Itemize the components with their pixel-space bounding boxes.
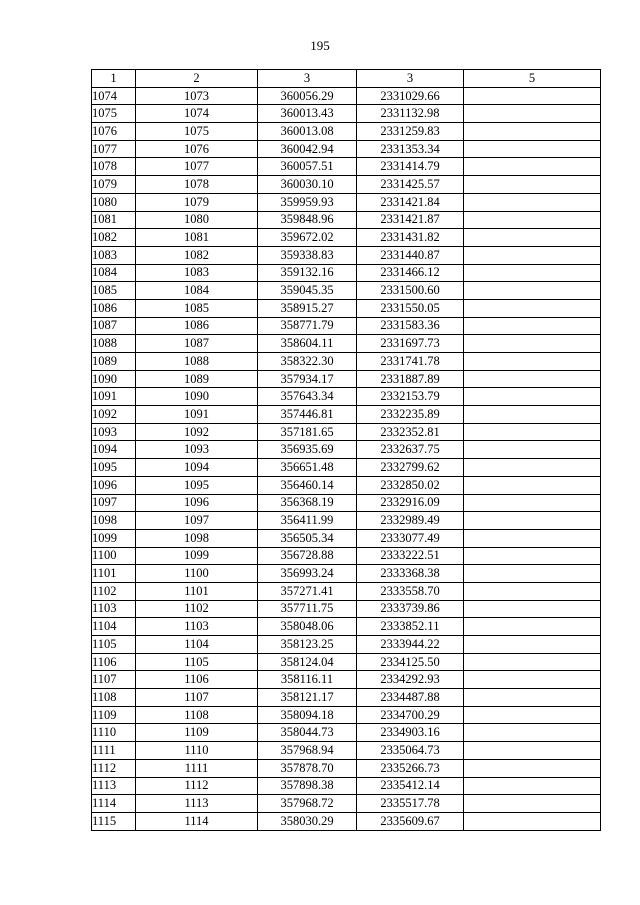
table-row bbox=[92, 636, 601, 654]
table-row bbox=[92, 264, 601, 282]
x-coordinate-cell: 358124.04 bbox=[258, 653, 357, 671]
previous-point-cell: 1114 bbox=[136, 812, 258, 830]
note-cell bbox=[464, 459, 601, 477]
point-number-cell: 1114 bbox=[92, 795, 136, 813]
table-row bbox=[92, 512, 601, 530]
note-cell bbox=[464, 476, 601, 494]
table-row bbox=[92, 671, 601, 689]
previous-point-cell: 1104 bbox=[136, 636, 258, 654]
y-coordinate-cell: 2331741.78 bbox=[357, 353, 464, 371]
point-number-cell: 1077 bbox=[92, 140, 136, 158]
note-cell bbox=[464, 795, 601, 813]
previous-point-cell: 1097 bbox=[136, 512, 258, 530]
note-cell bbox=[464, 653, 601, 671]
y-coordinate-cell: 2335412.14 bbox=[357, 777, 464, 795]
point-number-cell: 1098 bbox=[92, 512, 136, 530]
previous-point-cell: 1107 bbox=[136, 689, 258, 707]
y-coordinate-cell: 2332799.62 bbox=[357, 459, 464, 477]
point-number-cell: 1087 bbox=[92, 317, 136, 335]
note-cell bbox=[464, 229, 601, 247]
table-row bbox=[92, 476, 601, 494]
previous-point-cell: 1088 bbox=[136, 353, 258, 371]
table-row bbox=[92, 388, 601, 406]
y-coordinate-cell: 2331887.89 bbox=[357, 370, 464, 388]
y-coordinate-cell: 2333852.11 bbox=[357, 618, 464, 636]
note-cell bbox=[464, 282, 601, 300]
x-coordinate-cell: 358048.06 bbox=[258, 618, 357, 636]
y-coordinate-cell: 2334487.88 bbox=[357, 689, 464, 707]
y-coordinate-cell: 2333944.22 bbox=[357, 636, 464, 654]
note-cell bbox=[464, 246, 601, 264]
previous-point-cell: 1074 bbox=[136, 105, 258, 123]
table-row bbox=[92, 441, 601, 459]
previous-point-cell: 1092 bbox=[136, 423, 258, 441]
point-number-cell: 1074 bbox=[92, 87, 136, 105]
x-coordinate-cell: 358116.11 bbox=[258, 671, 357, 689]
note-cell bbox=[464, 777, 601, 795]
x-coordinate-cell: 357643.34 bbox=[258, 388, 357, 406]
table-row bbox=[92, 158, 601, 176]
point-number-cell: 1103 bbox=[92, 600, 136, 618]
y-coordinate-cell: 2331421.87 bbox=[357, 211, 464, 229]
table-row bbox=[92, 812, 601, 830]
point-number-cell: 1107 bbox=[92, 671, 136, 689]
note-cell bbox=[464, 105, 601, 123]
x-coordinate-cell: 359338.83 bbox=[258, 246, 357, 264]
note-cell bbox=[464, 636, 601, 654]
point-number-cell: 1104 bbox=[92, 618, 136, 636]
point-number-cell: 1105 bbox=[92, 636, 136, 654]
previous-point-cell: 1082 bbox=[136, 246, 258, 264]
point-number-cell: 1100 bbox=[92, 547, 136, 565]
note-cell bbox=[464, 317, 601, 335]
table-row bbox=[92, 140, 601, 158]
x-coordinate-cell: 358030.29 bbox=[258, 812, 357, 830]
table-row bbox=[92, 353, 601, 371]
point-number-cell: 1092 bbox=[92, 406, 136, 424]
table-row bbox=[92, 87, 601, 105]
header-col-5: 5 bbox=[464, 70, 601, 88]
x-coordinate-cell: 359045.35 bbox=[258, 282, 357, 300]
previous-point-cell: 1100 bbox=[136, 565, 258, 583]
x-coordinate-cell: 356728.88 bbox=[258, 547, 357, 565]
point-number-cell: 1093 bbox=[92, 423, 136, 441]
note-cell bbox=[464, 299, 601, 317]
note-cell bbox=[464, 547, 601, 565]
point-number-cell: 1075 bbox=[92, 105, 136, 123]
previous-point-cell: 1110 bbox=[136, 742, 258, 760]
page-number: 195 bbox=[310, 38, 330, 53]
x-coordinate-cell: 360013.08 bbox=[258, 123, 357, 141]
note-cell bbox=[464, 529, 601, 547]
note-cell bbox=[464, 706, 601, 724]
previous-point-cell: 1079 bbox=[136, 193, 258, 211]
table-row bbox=[92, 282, 601, 300]
previous-point-cell: 1087 bbox=[136, 335, 258, 353]
previous-point-cell: 1091 bbox=[136, 406, 258, 424]
point-number-cell: 1081 bbox=[92, 211, 136, 229]
x-coordinate-cell: 358915.27 bbox=[258, 299, 357, 317]
y-coordinate-cell: 2331500.60 bbox=[357, 282, 464, 300]
previous-point-cell: 1103 bbox=[136, 618, 258, 636]
y-coordinate-cell: 2335609.67 bbox=[357, 812, 464, 830]
note-cell bbox=[464, 618, 601, 636]
table-row bbox=[92, 777, 601, 795]
point-number-cell: 1115 bbox=[92, 812, 136, 830]
y-coordinate-cell: 2332916.09 bbox=[357, 494, 464, 512]
table-row bbox=[92, 582, 601, 600]
point-number-cell: 1090 bbox=[92, 370, 136, 388]
x-coordinate-cell: 356505.34 bbox=[258, 529, 357, 547]
y-coordinate-cell: 2331353.34 bbox=[357, 140, 464, 158]
point-number-cell: 1086 bbox=[92, 299, 136, 317]
y-coordinate-cell: 2335517.78 bbox=[357, 795, 464, 813]
x-coordinate-cell: 356411.99 bbox=[258, 512, 357, 530]
table-row bbox=[92, 459, 601, 477]
previous-point-cell: 1099 bbox=[136, 547, 258, 565]
point-number-cell: 1089 bbox=[92, 353, 136, 371]
note-cell bbox=[464, 335, 601, 353]
table-row bbox=[92, 547, 601, 565]
note-cell bbox=[464, 494, 601, 512]
x-coordinate-cell: 356460.14 bbox=[258, 476, 357, 494]
x-coordinate-cell: 360057.51 bbox=[258, 158, 357, 176]
previous-point-cell: 1095 bbox=[136, 476, 258, 494]
note-cell bbox=[464, 812, 601, 830]
note-cell bbox=[464, 264, 601, 282]
table-row bbox=[92, 742, 601, 760]
y-coordinate-cell: 2333222.51 bbox=[357, 547, 464, 565]
point-number-cell: 1110 bbox=[92, 724, 136, 742]
x-coordinate-cell: 358121.17 bbox=[258, 689, 357, 707]
previous-point-cell: 1098 bbox=[136, 529, 258, 547]
header-col-4: 3 bbox=[357, 70, 464, 88]
table-row bbox=[92, 317, 601, 335]
x-coordinate-cell: 358044.73 bbox=[258, 724, 357, 742]
note-cell bbox=[464, 87, 601, 105]
header-col-2: 2 bbox=[136, 70, 258, 88]
y-coordinate-cell: 2332153.79 bbox=[357, 388, 464, 406]
header-col-1: 1 bbox=[92, 70, 136, 88]
table-row bbox=[92, 193, 601, 211]
previous-point-cell: 1086 bbox=[136, 317, 258, 335]
note-cell bbox=[464, 742, 601, 760]
x-coordinate-cell: 359672.02 bbox=[258, 229, 357, 247]
point-number-cell: 1109 bbox=[92, 706, 136, 724]
table-row bbox=[92, 423, 601, 441]
x-coordinate-cell: 358123.25 bbox=[258, 636, 357, 654]
point-number-cell: 1078 bbox=[92, 158, 136, 176]
previous-point-cell: 1089 bbox=[136, 370, 258, 388]
note-cell bbox=[464, 158, 601, 176]
table-row bbox=[92, 123, 601, 141]
note-cell bbox=[464, 388, 601, 406]
point-number-cell: 1096 bbox=[92, 476, 136, 494]
note-cell bbox=[464, 123, 601, 141]
table-header bbox=[92, 70, 601, 88]
y-coordinate-cell: 2332637.75 bbox=[357, 441, 464, 459]
y-coordinate-cell: 2334700.29 bbox=[357, 706, 464, 724]
previous-point-cell: 1101 bbox=[136, 582, 258, 600]
x-coordinate-cell: 358771.79 bbox=[258, 317, 357, 335]
previous-point-cell: 1113 bbox=[136, 795, 258, 813]
previous-point-cell: 1081 bbox=[136, 229, 258, 247]
y-coordinate-cell: 2331431.82 bbox=[357, 229, 464, 247]
y-coordinate-cell: 2332989.49 bbox=[357, 512, 464, 530]
y-coordinate-cell: 2331583.36 bbox=[357, 317, 464, 335]
note-cell bbox=[464, 565, 601, 583]
y-coordinate-cell: 2333558.70 bbox=[357, 582, 464, 600]
note-cell bbox=[464, 689, 601, 707]
table-row bbox=[92, 229, 601, 247]
y-coordinate-cell: 2335064.73 bbox=[357, 742, 464, 760]
point-number-cell: 1094 bbox=[92, 441, 136, 459]
table-row bbox=[92, 246, 601, 264]
previous-point-cell: 1083 bbox=[136, 264, 258, 282]
x-coordinate-cell: 359959.93 bbox=[258, 193, 357, 211]
note-cell bbox=[464, 370, 601, 388]
note-cell bbox=[464, 441, 601, 459]
header-row bbox=[92, 70, 601, 88]
x-coordinate-cell: 360042.94 bbox=[258, 140, 357, 158]
note-cell bbox=[464, 512, 601, 530]
table-row bbox=[92, 335, 601, 353]
x-coordinate-cell: 357968.94 bbox=[258, 742, 357, 760]
y-coordinate-cell: 2333739.86 bbox=[357, 600, 464, 618]
x-coordinate-cell: 357968.72 bbox=[258, 795, 357, 813]
note-cell bbox=[464, 582, 601, 600]
note-cell bbox=[464, 353, 601, 371]
y-coordinate-cell: 2331425.57 bbox=[357, 176, 464, 194]
table-row bbox=[92, 724, 601, 742]
point-number-cell: 1088 bbox=[92, 335, 136, 353]
note-cell bbox=[464, 600, 601, 618]
y-coordinate-cell: 2332352.81 bbox=[357, 423, 464, 441]
table-row bbox=[92, 406, 601, 424]
x-coordinate-cell: 356935.69 bbox=[258, 441, 357, 459]
x-coordinate-cell: 359132.16 bbox=[258, 264, 357, 282]
header-col-3: 3 bbox=[258, 70, 357, 88]
table-body bbox=[92, 87, 601, 830]
x-coordinate-cell: 358604.11 bbox=[258, 335, 357, 353]
x-coordinate-cell: 357446.81 bbox=[258, 406, 357, 424]
point-number-cell: 1099 bbox=[92, 529, 136, 547]
table-row bbox=[92, 600, 601, 618]
previous-point-cell: 1075 bbox=[136, 123, 258, 141]
note-cell bbox=[464, 211, 601, 229]
y-coordinate-cell: 2334903.16 bbox=[357, 724, 464, 742]
table-row bbox=[92, 653, 601, 671]
x-coordinate-cell: 357898.38 bbox=[258, 777, 357, 795]
x-coordinate-cell: 357271.41 bbox=[258, 582, 357, 600]
note-cell bbox=[464, 423, 601, 441]
y-coordinate-cell: 2331259.83 bbox=[357, 123, 464, 141]
x-coordinate-cell: 359848.96 bbox=[258, 211, 357, 229]
table-row bbox=[92, 565, 601, 583]
point-number-cell: 1076 bbox=[92, 123, 136, 141]
point-number-cell: 1113 bbox=[92, 777, 136, 795]
table-row bbox=[92, 529, 601, 547]
table-row bbox=[92, 105, 601, 123]
note-cell bbox=[464, 140, 601, 158]
x-coordinate-cell: 356993.24 bbox=[258, 565, 357, 583]
y-coordinate-cell: 2332235.89 bbox=[357, 406, 464, 424]
point-number-cell: 1102 bbox=[92, 582, 136, 600]
x-coordinate-cell: 358322.30 bbox=[258, 353, 357, 371]
note-cell bbox=[464, 724, 601, 742]
y-coordinate-cell: 2334292.93 bbox=[357, 671, 464, 689]
note-cell bbox=[464, 406, 601, 424]
y-coordinate-cell: 2331421.84 bbox=[357, 193, 464, 211]
previous-point-cell: 1078 bbox=[136, 176, 258, 194]
coordinates-table bbox=[91, 69, 601, 831]
table-row bbox=[92, 211, 601, 229]
previous-point-cell: 1094 bbox=[136, 459, 258, 477]
note-cell bbox=[464, 176, 601, 194]
table-row bbox=[92, 706, 601, 724]
previous-point-cell: 1093 bbox=[136, 441, 258, 459]
point-number-cell: 1083 bbox=[92, 246, 136, 264]
x-coordinate-cell: 357181.65 bbox=[258, 423, 357, 441]
x-coordinate-cell: 360056.29 bbox=[258, 87, 357, 105]
y-coordinate-cell: 2331466.12 bbox=[357, 264, 464, 282]
note-cell bbox=[464, 193, 601, 211]
table-row bbox=[92, 795, 601, 813]
point-number-cell: 1106 bbox=[92, 653, 136, 671]
point-number-cell: 1111 bbox=[92, 742, 136, 760]
y-coordinate-cell: 2335266.73 bbox=[357, 759, 464, 777]
table-row bbox=[92, 689, 601, 707]
previous-point-cell: 1080 bbox=[136, 211, 258, 229]
point-number-cell: 1112 bbox=[92, 759, 136, 777]
y-coordinate-cell: 2332850.02 bbox=[357, 476, 464, 494]
table-row bbox=[92, 176, 601, 194]
point-number-cell: 1084 bbox=[92, 264, 136, 282]
y-coordinate-cell: 2331440.87 bbox=[357, 246, 464, 264]
previous-point-cell: 1111 bbox=[136, 759, 258, 777]
y-coordinate-cell: 2331550.05 bbox=[357, 299, 464, 317]
previous-point-cell: 1112 bbox=[136, 777, 258, 795]
y-coordinate-cell: 2331414.79 bbox=[357, 158, 464, 176]
previous-point-cell: 1084 bbox=[136, 282, 258, 300]
x-coordinate-cell: 360030.10 bbox=[258, 176, 357, 194]
point-number-cell: 1080 bbox=[92, 193, 136, 211]
y-coordinate-cell: 2334125.50 bbox=[357, 653, 464, 671]
point-number-cell: 1085 bbox=[92, 282, 136, 300]
point-number-cell: 1082 bbox=[92, 229, 136, 247]
previous-point-cell: 1102 bbox=[136, 600, 258, 618]
previous-point-cell: 1105 bbox=[136, 653, 258, 671]
table-row bbox=[92, 370, 601, 388]
previous-point-cell: 1106 bbox=[136, 671, 258, 689]
previous-point-cell: 1108 bbox=[136, 706, 258, 724]
previous-point-cell: 1085 bbox=[136, 299, 258, 317]
note-cell bbox=[464, 759, 601, 777]
x-coordinate-cell: 357878.70 bbox=[258, 759, 357, 777]
table-row bbox=[92, 299, 601, 317]
x-coordinate-cell: 358094.18 bbox=[258, 706, 357, 724]
point-number-cell: 1101 bbox=[92, 565, 136, 583]
previous-point-cell: 1096 bbox=[136, 494, 258, 512]
previous-point-cell: 1073 bbox=[136, 87, 258, 105]
previous-point-cell: 1090 bbox=[136, 388, 258, 406]
point-number-cell: 1108 bbox=[92, 689, 136, 707]
x-coordinate-cell: 360013.43 bbox=[258, 105, 357, 123]
previous-point-cell: 1109 bbox=[136, 724, 258, 742]
y-coordinate-cell: 2333077.49 bbox=[357, 529, 464, 547]
point-number-cell: 1097 bbox=[92, 494, 136, 512]
table-row bbox=[92, 494, 601, 512]
point-number-cell: 1091 bbox=[92, 388, 136, 406]
x-coordinate-cell: 356368.19 bbox=[258, 494, 357, 512]
note-cell bbox=[464, 671, 601, 689]
previous-point-cell: 1076 bbox=[136, 140, 258, 158]
x-coordinate-cell: 357934.17 bbox=[258, 370, 357, 388]
y-coordinate-cell: 2331132.98 bbox=[357, 105, 464, 123]
point-number-cell: 1095 bbox=[92, 459, 136, 477]
table-row bbox=[92, 618, 601, 636]
x-coordinate-cell: 357711.75 bbox=[258, 600, 357, 618]
y-coordinate-cell: 2331697.73 bbox=[357, 335, 464, 353]
y-coordinate-cell: 2333368.38 bbox=[357, 565, 464, 583]
x-coordinate-cell: 356651.48 bbox=[258, 459, 357, 477]
table-row bbox=[92, 759, 601, 777]
y-coordinate-cell: 2331029.66 bbox=[357, 87, 464, 105]
point-number-cell: 1079 bbox=[92, 176, 136, 194]
previous-point-cell: 1077 bbox=[136, 158, 258, 176]
